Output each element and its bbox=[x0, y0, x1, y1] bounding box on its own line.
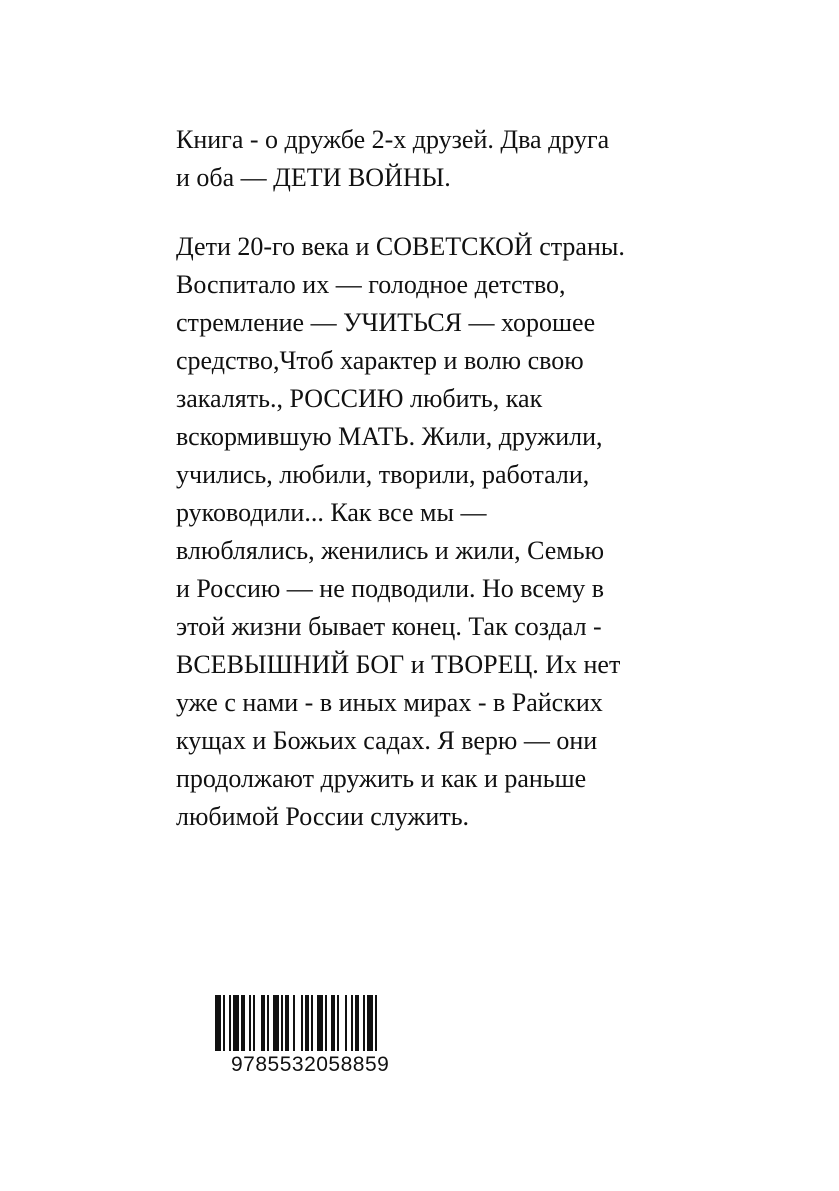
blurb-line: и оба — ДЕТИ ВОЙНЫ. bbox=[176, 163, 451, 192]
paragraph-gap bbox=[176, 197, 646, 228]
blurb-line: любимой России служить. bbox=[176, 802, 470, 831]
barcode-bar bbox=[261, 995, 265, 1051]
blurb-line: Дети 20-го века и СОВЕТСКОЙ страны. bbox=[176, 232, 625, 261]
barcode-bar bbox=[345, 995, 347, 1051]
blurb-line: стремление — УЧИТЬСЯ — хорошее bbox=[176, 308, 596, 337]
blurb-line: закалять., РОССИЮ любить, как bbox=[176, 384, 543, 413]
barcode-bar bbox=[241, 995, 245, 1051]
blurb-line: Книга - о дружбе 2-х друзей. Два друга bbox=[176, 125, 610, 154]
back-cover-blurb bbox=[176, 121, 646, 836]
barcode-bar bbox=[317, 995, 323, 1051]
blurb-paragraph-1 bbox=[176, 121, 646, 197]
barcode-bar bbox=[325, 995, 327, 1051]
blurb-line: и Россию — не подводили. Но всему в bbox=[176, 574, 605, 603]
barcode-bar bbox=[293, 995, 295, 1051]
barcode-bar bbox=[281, 995, 283, 1051]
blurb-line: средство,Чтоб характер и волю свою bbox=[176, 346, 584, 375]
barcode-bar bbox=[305, 995, 309, 1051]
blurb-line: Воспитало их — голодное детство, bbox=[176, 270, 566, 299]
barcode-bar bbox=[249, 995, 251, 1051]
barcode-bar bbox=[253, 995, 255, 1051]
barcode-bar bbox=[301, 995, 303, 1051]
barcode-bar bbox=[363, 995, 365, 1051]
blurb-line: руководили... Как все мы — bbox=[176, 498, 487, 527]
barcode-bar bbox=[375, 995, 377, 1051]
blurb-line: вскормившую МАТЬ. Жили, дружили, bbox=[176, 422, 603, 451]
barcode-bar bbox=[273, 995, 279, 1051]
barcode-bar bbox=[285, 995, 289, 1051]
blurb-line: продолжают дружить и как и раньше bbox=[176, 764, 587, 793]
blurb-line: учились, любили, творили, работали, bbox=[176, 460, 590, 489]
barcode-bar bbox=[367, 995, 373, 1051]
barcode-bar bbox=[233, 995, 239, 1051]
blurb-line: этой жизни бывает конец. Так создал - bbox=[176, 612, 602, 641]
barcode-bar bbox=[337, 995, 339, 1051]
blurb-line: ВСЕВЫШНИЙ БОГ и ТВОРЕЦ. Их нет bbox=[176, 650, 621, 679]
isbn-number: 9785532058859 bbox=[231, 1053, 390, 1076]
barcode-bar bbox=[311, 995, 313, 1051]
barcode-bar bbox=[351, 995, 353, 1051]
barcode-bar bbox=[215, 995, 221, 1051]
barcode-bar bbox=[229, 995, 231, 1051]
barcode-bars bbox=[213, 995, 423, 1051]
blurb-line: уже с нами - в иных мирах - в Райских bbox=[176, 688, 603, 717]
blurb-paragraph-2 bbox=[176, 228, 646, 836]
isbn-barcode bbox=[213, 995, 423, 1077]
barcode-bar bbox=[267, 995, 269, 1051]
blurb-line: влюблялись, женились и жили, Семью bbox=[176, 536, 605, 565]
barcode-bar bbox=[331, 995, 335, 1051]
blurb-line: кущах и Божьих садах. Я верю — они bbox=[176, 726, 598, 755]
barcode-bar bbox=[355, 995, 359, 1051]
barcode-bar bbox=[223, 995, 225, 1051]
